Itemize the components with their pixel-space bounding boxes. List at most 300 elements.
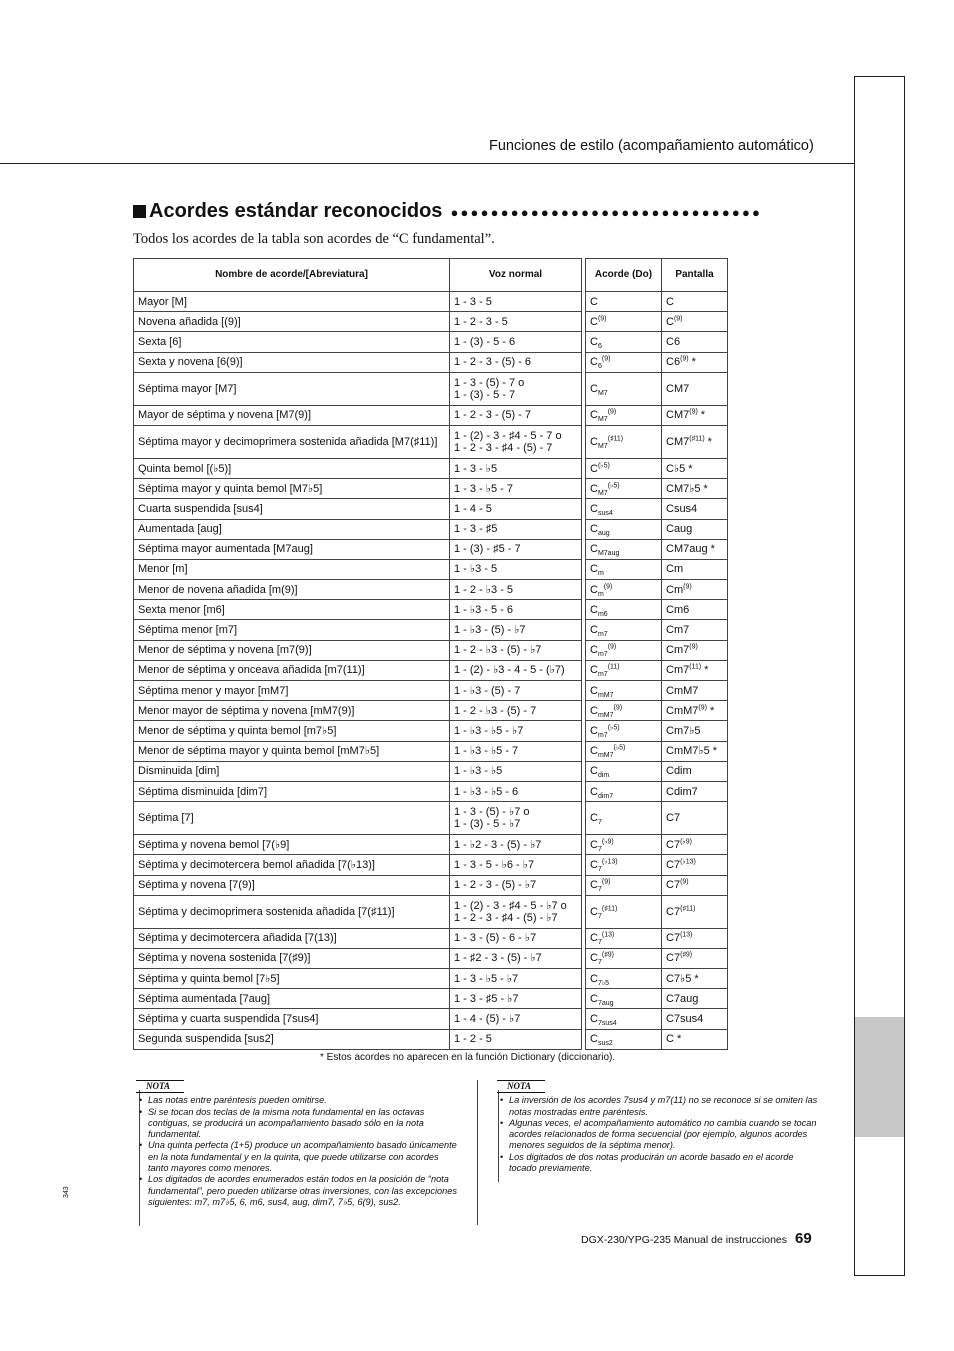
normal-voicing (450, 969, 582, 989)
table-row (134, 332, 582, 352)
voicing-line: 1 - 3 - ♯5 (454, 523, 498, 536)
chord-symbol (586, 681, 662, 701)
display-sup: (9) (680, 878, 689, 886)
normal-voicing (450, 620, 582, 640)
chord-symbol (586, 1029, 662, 1049)
chord-symbol (586, 425, 662, 458)
normal-voicing (450, 855, 582, 875)
chord-sub: m (597, 590, 604, 598)
chord-name: Mayor [M] (134, 292, 450, 312)
chord-sup: (9) (613, 704, 623, 712)
display-text (662, 855, 728, 875)
chord-symbol (586, 835, 662, 855)
table-row (134, 802, 582, 835)
nota-item: • Las notas entre paréntesis pueden omitirse. (148, 1095, 461, 1106)
chord-base: C (590, 583, 598, 596)
voicing-line: 1 - 2 - ♭3 - (5) - ♭7 (454, 644, 542, 657)
normal-voicing (450, 332, 582, 352)
table-row (586, 580, 728, 600)
chord-symbol (586, 855, 662, 875)
normal-voicing (450, 1009, 582, 1029)
display-sup: (11) (689, 663, 702, 671)
chord-sup: (9) (601, 355, 611, 363)
chord-sub: M7aug (597, 550, 620, 558)
table-row (586, 372, 728, 405)
chord-sub: m7 (597, 651, 608, 659)
normal-voicing (450, 895, 582, 928)
normal-voicing (450, 425, 582, 458)
voicing-line: 1 - (3) - 5 - 6 (454, 335, 516, 348)
normal-voicing (450, 781, 582, 801)
display-text (662, 405, 728, 425)
display-star: * (694, 972, 699, 985)
display-base: CmM7♭5 (666, 745, 710, 758)
display-star: * (676, 1033, 682, 1046)
chord-base: C (590, 295, 598, 308)
display-text (662, 312, 728, 332)
chord-base: C (590, 972, 598, 985)
title-dot-leader: ●●●●●●●●●●●●●●●●●●●●●●●●●●●●●●● (450, 205, 763, 220)
chord-sub: m7 (597, 671, 608, 679)
chord-name: Aumentada [aug] (134, 519, 450, 539)
chord-symbol (586, 948, 662, 968)
chord-name: Menor de séptima y quinta bemol [m7♭5] (134, 721, 450, 741)
display-star: * (700, 409, 706, 422)
display-base: Cm7 (666, 664, 690, 677)
chord-symbol (586, 721, 662, 741)
nota-item: • Una quinta perfecta (1+5) produce un acompañamiento basado únicamente en la nota fundamental y en la quinta, que puede utilizarse con acordes tanto mayores como menores. (148, 1140, 461, 1174)
display-star: * (688, 462, 693, 475)
chord-name: Quinta bemol [(♭5)] (134, 458, 450, 478)
chord-sub: 6 (597, 363, 602, 371)
display-star: * (691, 356, 696, 369)
table-row (134, 372, 582, 405)
chord-sub: sus4 (597, 510, 613, 518)
table-footnote: * Estos acordes no aparecen en la función Dictionary (diccionario). (320, 1052, 616, 1063)
voicing-line: 1 - (3) - ♯5 - 7 (454, 543, 521, 556)
display-base: CM7 (666, 435, 690, 448)
chord-symbol (586, 928, 662, 948)
table-row (586, 458, 728, 478)
chord-name: Séptima y novena [7(9)] (134, 875, 450, 895)
table-row (134, 479, 582, 499)
chord-base: C (590, 563, 598, 576)
display-base: C7 (666, 838, 681, 851)
header-voice: Voz normal (450, 259, 582, 292)
header-display: Pantalla (662, 259, 728, 292)
chord-sup: (9) (603, 583, 613, 590)
display-text (662, 620, 728, 640)
voicing-line: 1 - 2 - 3 - (5) - 7 (454, 409, 532, 422)
chord-name: Segunda suspendida [sus2] (134, 1029, 450, 1049)
display-text (662, 458, 728, 478)
section-title (133, 200, 762, 223)
table-row (134, 895, 582, 928)
display-base: Cm7♭5 (666, 724, 701, 737)
display-base: C (666, 1033, 674, 1046)
display-base: CM7 (666, 382, 690, 395)
chord-symbol (586, 312, 662, 332)
display-text (662, 948, 728, 968)
voicing-line: 1 - 3 - (5) - 7 o (454, 376, 525, 389)
table-row (586, 681, 728, 701)
table-row (134, 640, 582, 660)
side-tab (854, 76, 905, 1276)
display-text (662, 425, 728, 458)
normal-voicing (450, 519, 582, 539)
chord-name: Séptima mayor aumentada [M7aug] (134, 539, 450, 559)
table-row (586, 835, 728, 855)
chord-base: C (590, 992, 598, 1005)
chord-name: Sexta menor [m6] (134, 600, 450, 620)
chord-symbol (586, 559, 662, 579)
table-row (586, 721, 728, 741)
voicing-line: 1 - 2 - 3 - (5) - 6 (454, 356, 532, 369)
chord-name: Séptima menor [m7] (134, 620, 450, 640)
display-base: C (666, 295, 674, 308)
chord-symbol (586, 701, 662, 721)
side-tab-marker (855, 1017, 904, 1137)
chord-sup: (♯9) (601, 951, 614, 959)
voicing-line: 1 - ♭2 - 3 - (5) - ♭7 (454, 838, 542, 851)
display-text (662, 519, 728, 539)
chord-sub: aug (597, 530, 610, 538)
chord-sub: m7 (597, 631, 608, 639)
chord-name: Séptima mayor y decimoprimera sostenida añadida [M7(♯11)] (134, 425, 450, 458)
table-row (586, 499, 728, 519)
voicing-line: 1 - ♭3 - ♭5 - 6 (454, 785, 519, 798)
display-sup: (9) (689, 643, 698, 651)
display-text (662, 701, 728, 721)
normal-voicing (450, 405, 582, 425)
normal-voicing (450, 741, 582, 761)
display-sup: (♭9) (680, 838, 692, 846)
chord-base: C (590, 905, 598, 918)
chord-base: C (590, 765, 598, 778)
voicing-line: 1 - 2 - 3 - ♯4 - (5) - 7 (454, 441, 553, 454)
display-text (662, 580, 728, 600)
display-base: C7 (666, 952, 681, 965)
table-row (586, 425, 728, 458)
chord-sup: (♯11) (607, 435, 624, 443)
voicing-line: 1 - ♭3 - ♭5 - 7 (454, 745, 519, 758)
chord-sub: dim7 (597, 792, 614, 800)
chord-sup: (9) (607, 408, 617, 416)
voicing-line: 1 - ♭3 - 5 (454, 563, 498, 576)
display-text (662, 1009, 728, 1029)
header-chord: Acorde (Do) (586, 259, 662, 292)
chord-base: C (590, 462, 598, 475)
voicing-line: 1 - 3 - ♭5 (454, 462, 498, 475)
table-row (134, 539, 582, 559)
normal-voicing (450, 802, 582, 835)
chord-base: C (590, 704, 598, 717)
nota-right (497, 1080, 819, 1174)
chord-symbol (586, 875, 662, 895)
chord-name: Menor mayor de séptima y novena [mM7(9)] (134, 701, 450, 721)
normal-voicing (450, 761, 582, 781)
table-row (586, 1009, 728, 1029)
table-row (134, 781, 582, 801)
chord-sub: 7 (597, 866, 602, 874)
table-row (586, 895, 728, 928)
display-base: CmM7 (666, 704, 699, 717)
chord-symbol (586, 539, 662, 559)
header-name: Nombre de acorde/[Abreviatura] (134, 259, 450, 292)
chord-sup: (♭5) (607, 482, 620, 490)
normal-voicing (450, 292, 582, 312)
chord-base: C (590, 838, 598, 851)
display-text (662, 989, 728, 1009)
nota-item: • Los digitados de acordes enumerados están todos en la posición de “nota fundamental”, pero pueden utilizarse otras inversiones, con las excepciones siguientes: m7, m7♭5, 6, m6, sus4, aug, dim7, 7♭5, 6(9), sus2. (148, 1174, 461, 1208)
voicing-line: 1 - (3) - 5 - 7 (454, 388, 516, 401)
nota-left (136, 1080, 461, 1208)
display-base: Caug (666, 523, 693, 536)
chord-sup: (9) (601, 878, 611, 886)
chord-sub: mM7 (597, 691, 614, 699)
display-base: CM7aug (666, 543, 708, 556)
display-base: CM7 (666, 409, 690, 422)
chord-base: C (590, 879, 598, 892)
table-row (586, 875, 728, 895)
table-row (134, 660, 582, 680)
display-text (662, 741, 728, 761)
chord-sup: (♭5) (607, 724, 620, 732)
chord-base: C (590, 523, 598, 536)
table-row (134, 969, 582, 989)
display-text (662, 969, 728, 989)
chord-symbol (586, 741, 662, 761)
chord-symbol (586, 458, 662, 478)
table-row (586, 479, 728, 499)
display-base: Cdim (666, 765, 692, 778)
chord-symbol (586, 499, 662, 519)
table-row (586, 519, 728, 539)
chord-sub: M7 (597, 389, 608, 397)
chord-name: Séptima [7] (134, 802, 450, 835)
chord-sub: 7 (597, 959, 602, 967)
chord-symbol (586, 781, 662, 801)
table-row (586, 701, 728, 721)
table-row (586, 640, 728, 660)
section-header: Funciones de estilo (acompañamiento automático) (489, 138, 814, 154)
normal-voicing (450, 928, 582, 948)
chord-base: C (590, 409, 598, 422)
normal-voicing (450, 372, 582, 405)
chord-sup: (9) (607, 643, 617, 651)
display-star: * (704, 664, 709, 677)
normal-voicing (450, 559, 582, 579)
display-sup: (♯9) (680, 951, 693, 959)
table-row (586, 761, 728, 781)
table-row (134, 875, 582, 895)
chord-base: C (590, 543, 598, 556)
display-text (662, 761, 728, 781)
display-base: Cm7 (666, 624, 690, 637)
chord-name: Séptima disminuida [dim7] (134, 781, 450, 801)
title-text: Acordes estándar reconocidos (149, 200, 443, 222)
display-sup: (9) (673, 315, 683, 323)
chord-base: C (590, 745, 598, 758)
voicing-line: 1 - 3 - (5) - ♭7 o (454, 806, 530, 819)
chord-symbol (586, 761, 662, 781)
normal-voicing (450, 352, 582, 372)
chord-sub: 7 (597, 886, 602, 894)
display-sup: (13) (680, 931, 693, 939)
table-row (134, 741, 582, 761)
voicing-line: 1 - 3 - ♭5 - ♭7 (454, 972, 519, 985)
chord-name: Séptima y cuarta suspendida [7sus4] (134, 1009, 450, 1029)
table-row (134, 312, 582, 332)
chord-base: C (590, 785, 598, 798)
chord-base: C (590, 932, 598, 945)
manual-name: DGX-230/YPG-235 Manual de instrucciones (581, 1234, 788, 1246)
chord-sub: 6 (597, 343, 602, 351)
voicing-line: 1 - ♭3 - 5 - 6 (454, 603, 513, 616)
chord-base: C (590, 502, 598, 515)
chord-symbol (586, 969, 662, 989)
chord-symbol (586, 660, 662, 680)
chord-symbol (586, 620, 662, 640)
voicing-line: 1 - (2) - ♭3 - 4 - 5 - (♭7) (454, 664, 565, 677)
display-base: C♭5 (666, 462, 686, 475)
chord-sup: (9) (597, 315, 607, 323)
table-row (134, 425, 582, 458)
chord-name: Menor de novena añadida [m(9)] (134, 580, 450, 600)
display-text (662, 372, 728, 405)
table-row (586, 559, 728, 579)
normal-voicing (450, 721, 582, 741)
display-base: CmM7 (666, 684, 699, 697)
voicing-line: 1 - (3) - 5 - ♭7 (454, 818, 521, 831)
display-base: C7 (666, 858, 681, 871)
normal-voicing (450, 458, 582, 478)
chord-name: Séptima menor y mayor [mM7] (134, 681, 450, 701)
normal-voicing (450, 580, 582, 600)
table-row (134, 721, 582, 741)
table-row (586, 332, 728, 352)
chord-name: Séptima mayor y quinta bemol [M7♭5] (134, 479, 450, 499)
chord-sup: (♭13) (601, 858, 618, 866)
table-row (134, 1029, 582, 1049)
display-text (662, 499, 728, 519)
normal-voicing (450, 948, 582, 968)
voicing-line: 1 - 3 - ♭5 - 7 (454, 482, 513, 495)
normal-voicing (450, 640, 582, 660)
display-star: * (709, 704, 715, 717)
chord-name: Sexta y novena [6(9)] (134, 352, 450, 372)
chord-name: Menor de séptima mayor y quinta bemol [mM7♭5] (134, 741, 450, 761)
chord-symbol (586, 479, 662, 499)
chord-base: C (590, 315, 598, 328)
display-text (662, 332, 728, 352)
chord-name: Mayor de séptima y novena [M7(9)] (134, 405, 450, 425)
chord-name-table (133, 258, 582, 1050)
chord-sub: 7 (597, 845, 602, 853)
voicing-line: 1 - 2 - ♭3 - 5 (454, 583, 513, 596)
voicing-line: 1 - 3 - (5) - 6 - ♭7 (454, 932, 537, 945)
normal-voicing (450, 701, 582, 721)
chord-symbol (586, 352, 662, 372)
chord-sup: (♭5) (597, 461, 610, 469)
chord-symbol (586, 405, 662, 425)
chord-name: Menor de séptima y novena [m7(9)] (134, 640, 450, 660)
chord-name: Menor de séptima y onceava añadida [m7(11)] (134, 660, 450, 680)
chord-symbol (586, 989, 662, 1009)
display-base: C7 (666, 812, 681, 825)
display-text (662, 539, 728, 559)
display-base: C6 (666, 356, 681, 369)
chord-sub: 7sus4 (597, 1020, 617, 1028)
chord-name: Séptima y decimotercera añadida [7(13)] (134, 928, 450, 948)
display-base: C (666, 315, 674, 328)
display-text (662, 802, 728, 835)
normal-voicing (450, 875, 582, 895)
display-sup: (9) (680, 355, 689, 363)
chord-sup: (♭9) (601, 838, 614, 846)
chord-base: C (590, 482, 598, 495)
chord-sup: (11) (607, 663, 620, 671)
table-row (586, 620, 728, 640)
voicing-line: 1 - 3 - ♯5 - ♭7 (454, 992, 519, 1005)
voicing-line: 1 - ♯2 - 3 - (5) - ♭7 (454, 952, 542, 965)
display-text (662, 875, 728, 895)
display-base: Cm (666, 563, 684, 576)
chord-base: C (590, 812, 598, 825)
voicing-line: 1 - 3 - 5 (454, 295, 492, 308)
chord-symbol (586, 519, 662, 539)
page-code: 343 (63, 1186, 70, 1198)
chord-display-table (585, 258, 728, 1050)
chord-sup: (13) (601, 931, 615, 939)
chord-sub: 7♭5 (597, 979, 610, 987)
table-row (134, 458, 582, 478)
display-sup: (9) (698, 704, 707, 712)
square-bullet-icon (133, 205, 146, 218)
display-text (662, 352, 728, 372)
table-row (134, 405, 582, 425)
chord-base: C (590, 644, 598, 657)
table-row (586, 948, 728, 968)
table-row (134, 600, 582, 620)
display-base: C7 (666, 932, 681, 945)
table-row (586, 600, 728, 620)
normal-voicing (450, 660, 582, 680)
display-base: C6 (666, 335, 681, 348)
voicing-line: 1 - ♭3 - ♭5 (454, 765, 503, 778)
display-base: CM7♭5 (666, 482, 701, 495)
table-row (134, 499, 582, 519)
display-sup: (♯11) (680, 905, 696, 913)
chord-name: Séptima y decimotercera bemol añadida [7(♭13)] (134, 855, 450, 875)
voicing-line: 1 - 3 - 5 - ♭6 - ♭7 (454, 858, 535, 871)
normal-voicing (450, 681, 582, 701)
voicing-line: 1 - ♭3 - ♭5 - ♭7 (454, 724, 524, 737)
display-base: Cdim7 (666, 785, 698, 798)
chord-base: C (590, 603, 598, 616)
chord-sub: mM7 (597, 711, 614, 719)
table-row (586, 989, 728, 1009)
table-row (134, 519, 582, 539)
table-row (134, 761, 582, 781)
normal-voicing (450, 1029, 582, 1049)
display-star: * (703, 482, 708, 495)
normal-voicing (450, 499, 582, 519)
nota-item: • La inversión de los acordes 7sus4 y m7(11) no se reconoce si se omiten las notas mostradas entre paréntesis. (509, 1095, 819, 1118)
chord-symbol (586, 600, 662, 620)
header-rule (0, 163, 854, 164)
column-divider (477, 1080, 478, 1225)
